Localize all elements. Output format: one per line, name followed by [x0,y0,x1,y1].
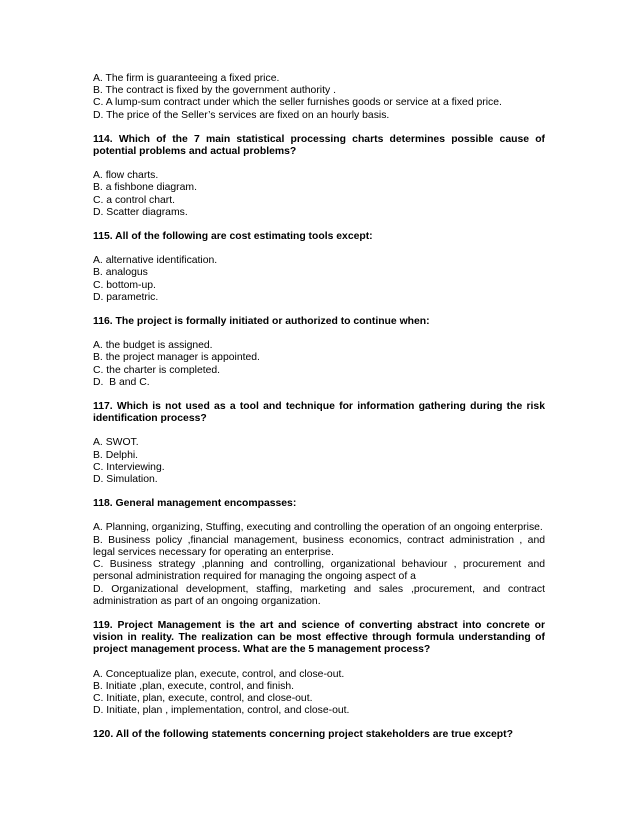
option-b: B. Initiate ,plan, execute, control, and finish. [93,680,295,692]
question-114: 114. Which of the 7 main statistical processing charts determines possible cause of potential problems and actual problems? [93,133,545,158]
option-c: C. a control chart. [93,194,176,206]
option-c: C. bottom-up. [93,279,156,291]
option-d: D. Scatter diagrams. [93,206,188,218]
option-a: A. The firm is guaranteeing a fixed price. [93,73,280,84]
options-114 [93,170,545,219]
question-117: 117. Which is not used as a tool and technique for information gathering during the risk identification process? [93,401,545,425]
option-a: A. SWOT. [93,437,139,449]
option-c: C. Interviewing. [93,461,165,473]
option-d: D. Initiate, plan , implementation, control, and close-out. [93,705,350,717]
options-118 [93,522,545,607]
question-120: 120. All of the following statements concerning project stakeholders are true except? [93,729,513,741]
options-117 [93,437,545,486]
options-116 [93,340,545,389]
option-c: C. Initiate, plan, execute, control, and close-out. [93,692,313,704]
option-a: A. Planning, organizing, Stuffing, executing and controlling the operation of an ongoing enterprise. [93,522,543,534]
question-119: 119. Project Management is the art and science of converting abstract into concrete or vision in reality. The realization can be most effective through formula understanding of project management process. What are the 5 management process? [93,619,545,656]
option-a: A. the budget is assigned. [93,340,213,352]
option-c: C. Business strategy ,planning and controlling, organizational behaviour , procurement and personal administration required for managing the ongoing aspect of a [93,559,545,583]
option-d: D. Simulation. [93,474,158,486]
question-118: 118. General management encompasses: [93,498,297,510]
question-115: 115. All of the following are cost estimating tools except: [93,231,373,243]
option-b: B. Business policy ,financial management, business economics, contract administration , and legal services necessary for operating an enterprise. [93,534,545,558]
option-d: D. parametric. [93,291,159,303]
document-page [93,73,545,754]
options-119 [93,669,545,718]
lead-options [93,73,545,122]
option-a: A. alternative identification. [93,255,218,267]
option-a: A. flow charts. [93,170,159,182]
option-a: A. Conceptualize plan, execute, control, and close-out. [93,668,345,680]
option-b: B. the project manager is appointed. [93,352,260,364]
option-b: B. Delphi. [93,449,139,461]
option-d: D. Organizational development, staffing, marketing and sales ,procurement, and contract administration as part of an ongoing organization. [93,583,545,607]
option-c: C. A lump-sum contract under which the seller furnishes goods or service at a fixed price. [93,97,502,109]
question-116: 116. The project is formally initiated or authorized to continue when: [93,316,430,328]
option-b: B. The contract is fixed by the government authority . [93,85,336,97]
option-d: D. The price of the Seller’s services are fixed on an hourly basis. [93,109,390,121]
options-115 [93,255,545,304]
option-c: C. the charter is completed. [93,364,221,376]
option-d: D. B and C. [93,376,150,388]
option-b: B. a fishbone diagram. [93,182,197,194]
option-b: B. analogus [93,267,148,279]
